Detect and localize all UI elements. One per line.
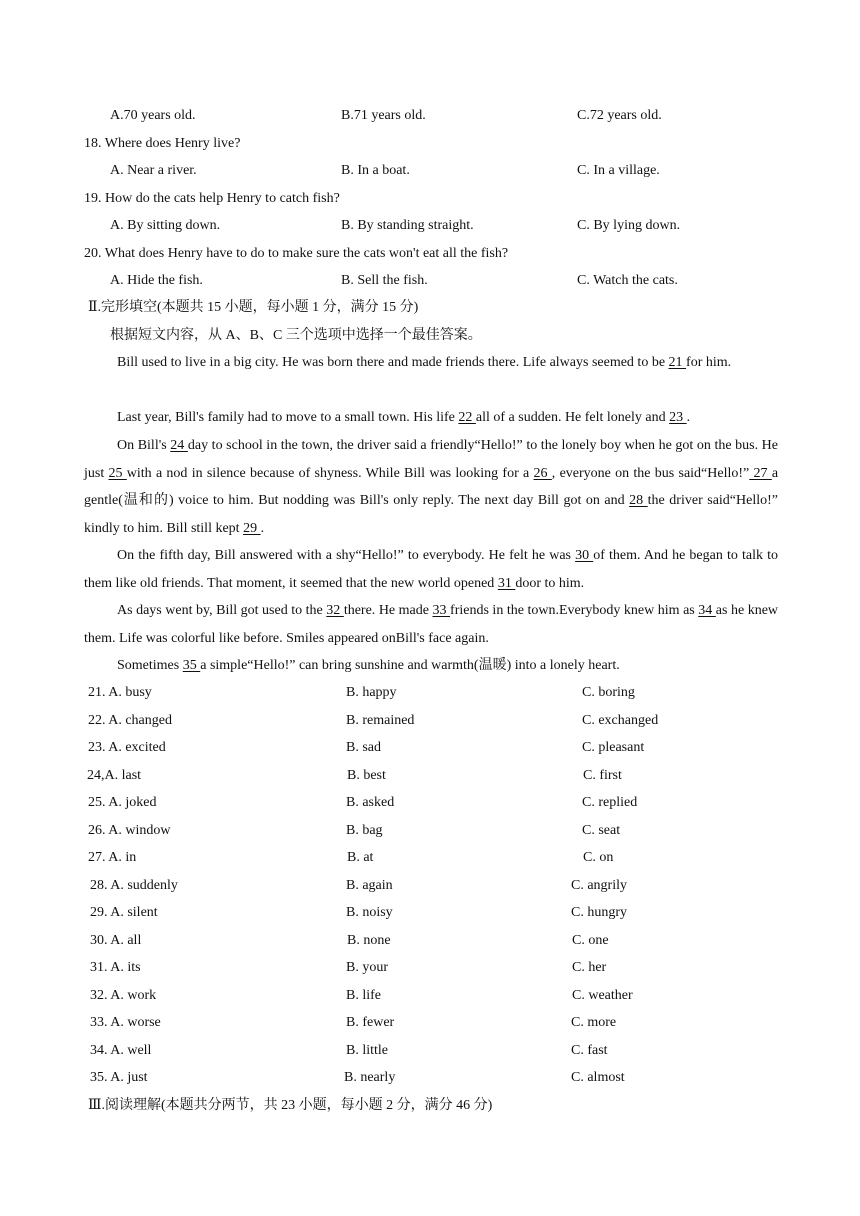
option-a: 25. A. joked [88, 795, 157, 810]
option-c: C. weather [572, 988, 633, 1003]
blank-32: 32 [326, 603, 344, 618]
option-b: B. your [346, 960, 388, 975]
options-row-27 [0, 848, 860, 868]
cloze-heading: Ⅱ.完形填空(本题共 15 小题，每小题 1 分，满分 15 分) [88, 300, 419, 315]
blank-24: 24 [170, 438, 188, 453]
blank-22: 22 [458, 410, 476, 425]
option-b: B. By standing straight. [341, 218, 474, 233]
blank-29: 29 [243, 520, 261, 536]
cloze-paragraph-1: Bill used to live in a big city. He was born there and made friends there. Life always seemed to be 21 for him. [117, 355, 732, 370]
reading-heading: Ⅲ.阅读理解(本题共分两节，共 23 小题，每小题 2 分，满分 46 分) [88, 1098, 493, 1113]
option-b: B. remained [346, 713, 415, 728]
question-19 [0, 189, 860, 209]
option-b: B. best [347, 768, 386, 783]
question-stem: 19. How do the cats help Henry to catch fish? [84, 191, 340, 206]
option-a: 24,A. last [87, 768, 142, 783]
question-19-options [0, 216, 860, 236]
option-c: C. Watch the cats. [577, 273, 678, 288]
blank-33: 33 [432, 603, 451, 618]
option-c: C. boring [582, 685, 635, 700]
options-row-21 [0, 683, 860, 703]
option-a: 29. A. silent [90, 905, 158, 920]
blank-27: 27 [749, 465, 772, 481]
option-c: C. fast [571, 1043, 608, 1058]
option-c: C. on [583, 850, 614, 865]
option-b: B. sad [346, 740, 381, 755]
option-c: C.72 years old. [577, 108, 662, 123]
blank-30: 30 [575, 548, 594, 563]
cloze-paragraph-2: Last year, Bill's family had to move to a small town. His life 22 all of a sudden. He felt lonely and 23 . [117, 410, 691, 425]
option-c: C. almost [571, 1070, 625, 1085]
option-a: 34. A. well [90, 1043, 152, 1058]
option-c: C. exchanged [582, 713, 659, 728]
option-b: B. bag [346, 823, 383, 838]
options-row-23 [0, 738, 860, 758]
option-a: A. By sitting down. [110, 218, 221, 233]
option-b: B. In a boat. [341, 163, 410, 178]
option-c: C. first [583, 768, 622, 783]
question-18 [0, 134, 860, 154]
option-a: A.70 years old. [110, 108, 196, 123]
cloze-paragraph-3: On Bill's 24 day to school in the town, the driver said a friendly“Hello!” to the lonely boy when he got on the bus. He just 25 with a nod in silence because of shyness. While Bill was looking for a 26 , everyone on the bus said“Hello!” 27 a gentle(温和的) voice to him. But nodding was Bill's only reply. The next day Bill got on and 28 the driver said“Hello!” kindly to him. Bill still kept 29 . [84, 438, 779, 536]
options-row-32 [0, 986, 860, 1006]
option-b: B.71 years old. [341, 108, 426, 123]
option-b: B. nearly [344, 1070, 396, 1085]
option-c: C. her [572, 960, 607, 975]
cloze-paragraph-6: Sometimes 35 a simple“Hello!” can bring sunshine and warmth(温暖) into a lonely heart. [117, 658, 620, 673]
options-row-30 [0, 931, 860, 951]
option-b: B. asked [346, 795, 395, 810]
option-b: B. again [346, 878, 393, 893]
blank-31: 31 [497, 575, 516, 591]
options-row-33 [0, 1013, 860, 1033]
option-b: B. fewer [346, 1015, 395, 1030]
option-a: 33. A. worse [90, 1015, 161, 1030]
cloze-paragraph-5: As days went by, Bill got used to the 32 there. He made 33 friends in the town.Everybody knew him as 34 as he knew them. Life was colorful like before. Smiles appeared onBill's face again. [84, 603, 779, 646]
option-a: 22. A. changed [88, 713, 172, 728]
blank-34: 34 [698, 603, 716, 618]
question-20 [0, 244, 860, 264]
option-b: B. life [346, 988, 381, 1003]
option-b: B. at [347, 850, 374, 865]
options-row-35 [0, 1068, 860, 1088]
option-c: C. In a village. [577, 163, 660, 178]
options-row-25 [0, 793, 860, 813]
option-a: 32. A. work [90, 988, 157, 1003]
option-c: C. pleasant [582, 740, 645, 755]
question-stem: 18. Where does Henry live? [84, 136, 241, 151]
options-row-31 [0, 958, 860, 978]
option-a: A. Near a river. [110, 163, 197, 178]
option-c: C. one [572, 933, 609, 948]
options-row-28 [0, 876, 860, 896]
option-a: 26. A. window [88, 823, 171, 838]
option-a: 30. A. all [90, 933, 142, 948]
blank-28: 28 [629, 493, 648, 508]
blank-21: 21 [668, 355, 687, 370]
option-a: 35. A. just [90, 1070, 148, 1085]
question-stem: 20. What does Henry have to do to make sure the cats won't eat all the fish? [84, 246, 509, 261]
option-c: C. more [571, 1015, 617, 1030]
option-a: 27. A. in [88, 850, 137, 865]
option-c: C. replied [582, 795, 638, 810]
option-c: C. seat [582, 823, 621, 838]
blank-35: 35 [182, 658, 201, 673]
option-b: B. none [347, 933, 391, 948]
option-a: 21. A. busy [88, 685, 152, 700]
option-c: C. hungry [571, 905, 627, 920]
blank-26: 26 [533, 465, 552, 481]
question-20-options [0, 271, 860, 291]
options-row-22 [0, 711, 860, 731]
option-a: 28. A. suddenly [90, 878, 178, 893]
option-b: B. happy [346, 685, 397, 700]
option-a: 23. A. excited [88, 740, 166, 755]
option-b: B. noisy [346, 905, 393, 920]
question-18-options [0, 161, 860, 181]
q17-options [0, 106, 860, 126]
option-c: C. By lying down. [577, 218, 681, 233]
options-row-34 [0, 1041, 860, 1061]
cloze-paragraph-4: On the fifth day, Bill answered with a shy“Hello!” to everybody. He felt he was 30 of them. And he began to talk to them like old friends. That moment, it seemed that the new world opened 31 door to him. [84, 548, 778, 591]
cloze-instruction: 根据短文内容，从 A、B、C 三个选项中选择一个最佳答案。 [110, 328, 482, 343]
option-a: A. Hide the fish. [110, 273, 203, 288]
blank-25: 25 [108, 465, 127, 481]
option-b: B. little [346, 1043, 388, 1058]
options-row-26 [0, 821, 860, 841]
option-a: 31. A. its [90, 960, 141, 975]
option-c: C. angrily [571, 878, 627, 893]
option-b: B. Sell the fish. [341, 273, 428, 288]
options-row-29 [0, 903, 860, 923]
blank-23: 23 [669, 410, 687, 425]
options-row-24 [0, 766, 860, 786]
